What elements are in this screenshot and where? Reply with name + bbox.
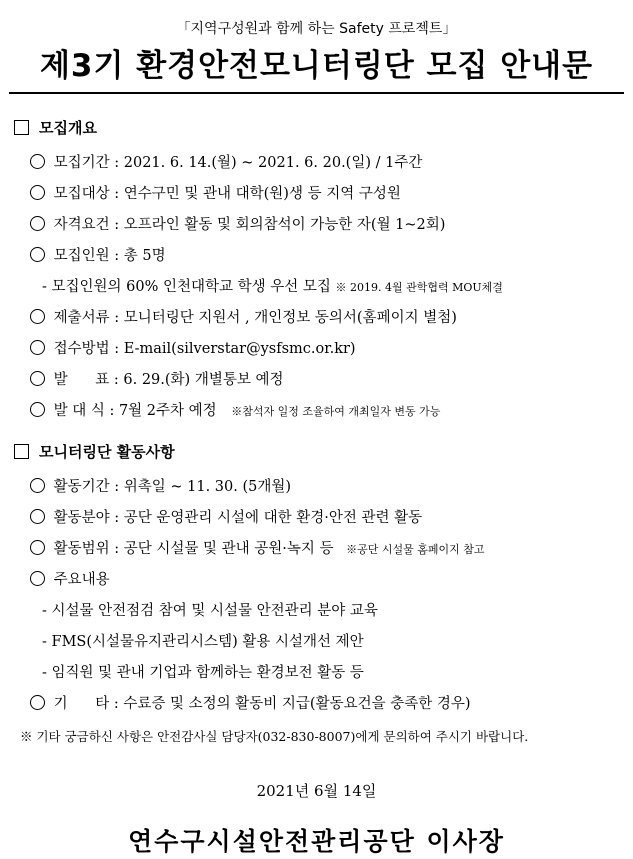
page-title: 제3기 환경안전모니터링단 모집 안내문 <box>39 48 594 84</box>
list-item: 활동범위 : 공단 시설물 및 관내 공원·녹지 등 ※공단 시설물 홈페이지 참고 <box>30 537 484 558</box>
circle-bullet-icon <box>30 571 45 586</box>
detail-item: - 시설물 안전점검 참여 및 시설물 안전관리 분야 교육 <box>42 603 378 619</box>
circle-bullet-icon <box>30 540 45 555</box>
section-heading-activities: 모니터링단 활동사항 <box>14 441 175 462</box>
circle-bullet-icon <box>30 695 45 710</box>
list-item: 주요내용 <box>30 568 110 589</box>
circle-bullet-icon <box>30 309 45 324</box>
checkbox-icon <box>14 444 29 459</box>
list-item: 모집인원 : 총 5명 <box>30 244 166 265</box>
detail-item: - 임직원 및 관내 기업과 함께하는 환경보전 활동 등 <box>42 665 364 681</box>
circle-bullet-icon <box>30 216 45 231</box>
list-item: 기 타 : 수료증 및 소정의 활동비 지급(활동요건을 충족한 경우) <box>30 692 471 713</box>
detail-item: - FMS(시설물유지관리시스템) 활용 시설개선 제안 <box>42 634 364 650</box>
issue-date: 2021년 6월 14일 <box>256 782 377 800</box>
footnote: ※ 기타 궁금하신 사항은 안전감사실 담당자(032-830-8007)에게 문의하여 주시기 바랍니다. <box>20 729 529 744</box>
subtitle: 「지역구성원과 함께 하는 Safety 프로젝트」 <box>176 21 457 37</box>
list-item: 자격요건 : 오프라인 활동 및 회의참석이 가능한 자(월 1~2회) <box>30 213 445 234</box>
circle-bullet-icon <box>30 340 45 355</box>
list-item: 발 대 식 : 7월 2주차 예정 ※참석자 일정 조율하여 개최일자 변동 가능 <box>30 399 440 420</box>
circle-bullet-icon <box>30 185 45 200</box>
circle-bullet-icon <box>30 247 45 262</box>
sub-item: - 모집인원의 60% 인천대학교 학생 우선 모집 ※ 2019. 4월 관학협력 MOU체결 <box>42 279 503 295</box>
circle-bullet-icon <box>30 154 45 169</box>
list-item: 모집대상 : 연수구민 및 관내 대학(원)생 등 지역 구성원 <box>30 182 401 203</box>
circle-bullet-icon <box>30 509 45 524</box>
circle-bullet-icon <box>30 371 45 386</box>
section-heading-overview: 모집개요 <box>14 117 97 138</box>
list-item: 모집기간 : 2021. 6. 14.(월) ~ 2021. 6. 20.(일) / 1주간 <box>30 151 422 172</box>
list-item: 활동분야 : 공단 운영관리 시설에 대한 환경·안전 관련 활동 <box>30 506 422 527</box>
checkbox-icon <box>14 120 29 135</box>
signer: 연수구시설안전관리공단 이사장 <box>128 827 505 856</box>
circle-bullet-icon <box>30 478 45 493</box>
list-item: 제출서류 : 모니터링단 지원서 , 개인정보 동의서(홈페이지 별첨) <box>30 306 457 327</box>
list-item: 발 표 : 6. 29.(화) 개별통보 예정 <box>30 368 283 389</box>
circle-bullet-icon <box>30 402 45 417</box>
list-item: 활동기간 : 위촉일 ~ 11. 30. (5개월) <box>30 475 291 496</box>
divider <box>9 92 624 94</box>
list-item: 접수방법 : E-mail(silverstar@ysfsmc.or.kr) <box>30 337 356 358</box>
